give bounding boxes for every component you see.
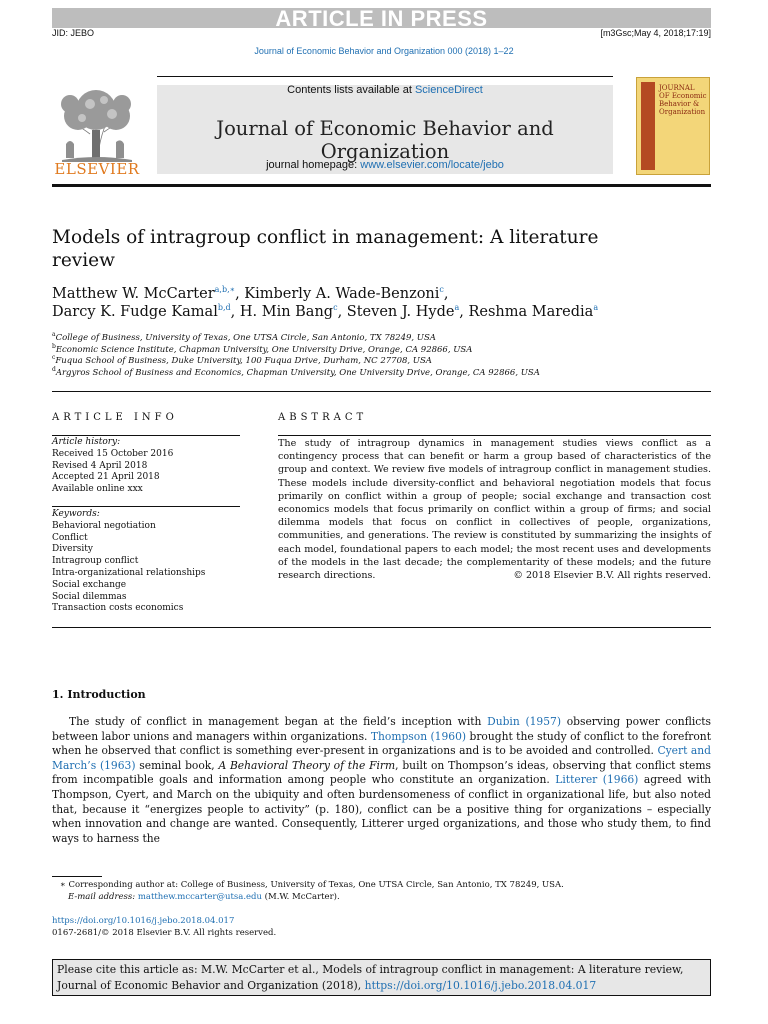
intro-text-span: The study of conflict in management began at the field’s inception with [69,715,488,728]
affiliation-text: Economic Science Institute, Chapman University, One University Drive, Orange, CA 92866, USA [55,344,473,355]
reference-link[interactable]: Dubin (1957) [487,715,561,728]
keyword: Intra-organizational relationships [52,567,206,578]
article-info-heading: ARTICLE INFO [52,412,178,423]
homepage-prefix: journal homepage: [266,159,361,171]
article-info-rule [52,435,240,436]
keyword: Intragroup conflict [52,556,139,567]
contents-prefix: Contents lists available at [287,84,415,96]
keywords-label: Keywords: [52,509,100,519]
keyword: Social dilemmas [52,591,127,602]
sciencedirect-link[interactable]: ScienceDirect [414,84,483,96]
history-accepted: Accepted 21 April 2018 [52,472,160,483]
affiliation-mark: a [52,331,56,338]
journal-citation-link[interactable]: Journal of Economic Behavior and Organization 000 (2018) 1–22 [254,46,514,56]
reference-link[interactable]: Litterer (1966) [555,773,639,787]
corresponding-author-note: ∗ Corresponding author at: College of Business, University of Texas, One UTSA Circle, San Antonio, TX 78249, USA. [60,880,564,890]
paper-title: Models of intragroup conflict in management: A literature review [52,227,599,271]
introduction-heading: 1. Introduction [52,688,146,701]
author-name: Steven J. Hyde [346,303,455,320]
cite-text: Please cite this article as: M.W. McCarter et al., Models of intragroup conflict in management: A literature review, Journal of Economic Behavior and Organization (2018), [57,963,684,992]
book-title: A Behavioral Theory of the Firm [218,758,396,772]
affiliation-mark: b [52,342,56,350]
doi-link[interactable]: https://doi.org/10.1016/j.jebo.2018.04.017 [52,916,235,926]
author-line-2: Darcy K. Fudge Kamal$^{b,d}$, H. Min Bang$^c$, Steven J. Hyde$^a$, Reshma Maredia$^a$ [52,303,599,320]
article-in-press-banner: ARTICLE IN PRESS [52,8,711,28]
info-top-rule [52,391,711,392]
cover-stripe [641,82,655,170]
history-revised: Revised 4 April 2018 [52,460,148,471]
abstract-rule [278,435,711,436]
email-label: E-mail address: [68,892,136,902]
abstract-heading: ABSTRACT [278,412,368,423]
header-top-rule [157,76,613,77]
info-bottom-rule [52,627,711,628]
affiliation-d [52,366,540,378]
keyword: Conflict [52,532,88,543]
affiliation-b [52,343,472,355]
reference-link[interactable]: Cyert and March’s (1963) [52,744,712,772]
affiliation-c [52,354,432,366]
keyword: Diversity [52,544,94,555]
cite-doi-link[interactable]: https://doi.org/10.1016/j.jebo.2018.04.017 [364,979,597,992]
author-name: Darcy K. Fudge Kamal [52,303,218,320]
intro-text-span: agreed with Thompson, Cyert, and March on the ubiquity and often burdensomeness of conflict in organizational life, but also noted that, because it “energizes people to activity” (p. 180), conflict can be a positive thing for organizations – especially when innovation and change are wanted. Consequently, Litterer urged organizations, and those who study them, to find ways to harness the [52,773,711,845]
affiliation-a [52,331,436,343]
email-link[interactable]: matthew.mccarter@utsa.edu [137,892,262,902]
keywords [52,509,242,615]
author-affiliation-mark[interactable]: a [454,303,460,312]
author-line-1: Matthew W. McCarter$^{a,b,∗}$, Kimberly A. Wade-Benzoni$^c$, [52,285,449,302]
abstract-text: The study of intragroup dynamics in management studies views conflict as a contingency process that can benefit or harm a group based of characteristics of the group and context. We review five models of intragroup conflict in management studies. These models include diversity-conflict and behavioral negotiation models that focus primarily on conflict within a group of people; social exchange and transaction cost economics models that focus primarily on conflict within a group of firms; and social dilemma models that focus on conflict in collectives of people, organizations, communities, and generations. The review is constituted by summarizing the insights of each model, foundational papers to each model; the most recent uses and developments of the models in the last decade; the complementarity of these models; and the future research directions. [278,438,711,582]
keywords-rule [52,506,240,507]
affiliation-text: Fuqua School of Business, Duke University, 100 Fuqua Drive, Durham, NC 27708, USA [55,355,432,366]
homepage-line [157,159,613,171]
keyword: Transaction costs economics [52,603,184,614]
journal-id: JID: JEBO [52,28,95,38]
affiliation-mark: d [52,365,56,373]
author-name: Matthew W. McCarter [52,285,215,302]
keyword: Social exchange [52,579,127,590]
article-history [52,437,242,496]
journal-name: Journal of Economic Behavior and Organization [216,117,554,163]
author-affiliation-mark[interactable]: c [439,285,444,294]
intro-text-span: brought the study of conflict to the forefront when he observed that conflict is something ever-present in organizations and is to be avoided and controlled. [52,729,711,758]
author-affiliation-mark[interactable]: a [593,303,599,312]
issn-copyright: 0167-2681/© 2018 Elsevier B.V. All rights reserved. [52,928,277,938]
affiliation-text: Argyros School of Business and Economics, Chapman University, One University Drive, Orange, CA 92866, USA [55,367,540,378]
author-name: Kimberly A. Wade-Benzoni [244,285,440,302]
homepage-link[interactable]: www.elsevier.com/locate/jebo [360,159,504,171]
history-label: Article history: [52,437,121,447]
cover-title: JOURNAL OF Economic Behavior & Organization [659,84,707,116]
email-suffix: (M.W. McCarter). [261,892,340,902]
footnote-rule [52,876,102,877]
author-affiliation-mark[interactable]: c [333,303,338,312]
author-name: H. Min Bang [239,303,334,320]
abstract-copyright: © 2018 Elsevier B.V. All rights reserved. [513,570,711,581]
intro-text-span: seminal book, [135,758,219,772]
author-name: Reshma Maredia [468,303,594,320]
keyword: Behavioral negotiation [52,520,156,531]
intro-text-span: observing power conflicts between labor unions and managers within organizations. [52,715,712,743]
affiliation-text: College of Business, University of Texas, One UTSA Circle, San Antonio, TX 78249, USA [55,332,436,343]
email-note [68,892,340,902]
header-bottom-rule [52,184,711,187]
author-affiliation-mark[interactable]: a,b,∗ [214,285,236,294]
build-info: [m3Gsc;May 4, 2018;17:19] [600,28,711,38]
intro-text-span: , built on Thompson’s ideas, observing that conflict stems from incompatible goals and information among people who constitute an organization. [52,758,711,787]
author-affiliation-mark[interactable]: b,d [217,303,231,312]
cite-this-article-box [52,959,711,996]
history-online: Available online xxx [52,484,143,495]
journal-cover-image [636,77,710,175]
introduction-paragraph [52,715,711,846]
contents-line [157,84,613,96]
elsevier-wordmark: ELSEVIER [54,160,140,178]
history-received: Received 15 October 2016 [52,448,174,459]
affiliation-mark: c [52,354,56,361]
reference-link[interactable]: Thompson (1960) [370,729,467,743]
